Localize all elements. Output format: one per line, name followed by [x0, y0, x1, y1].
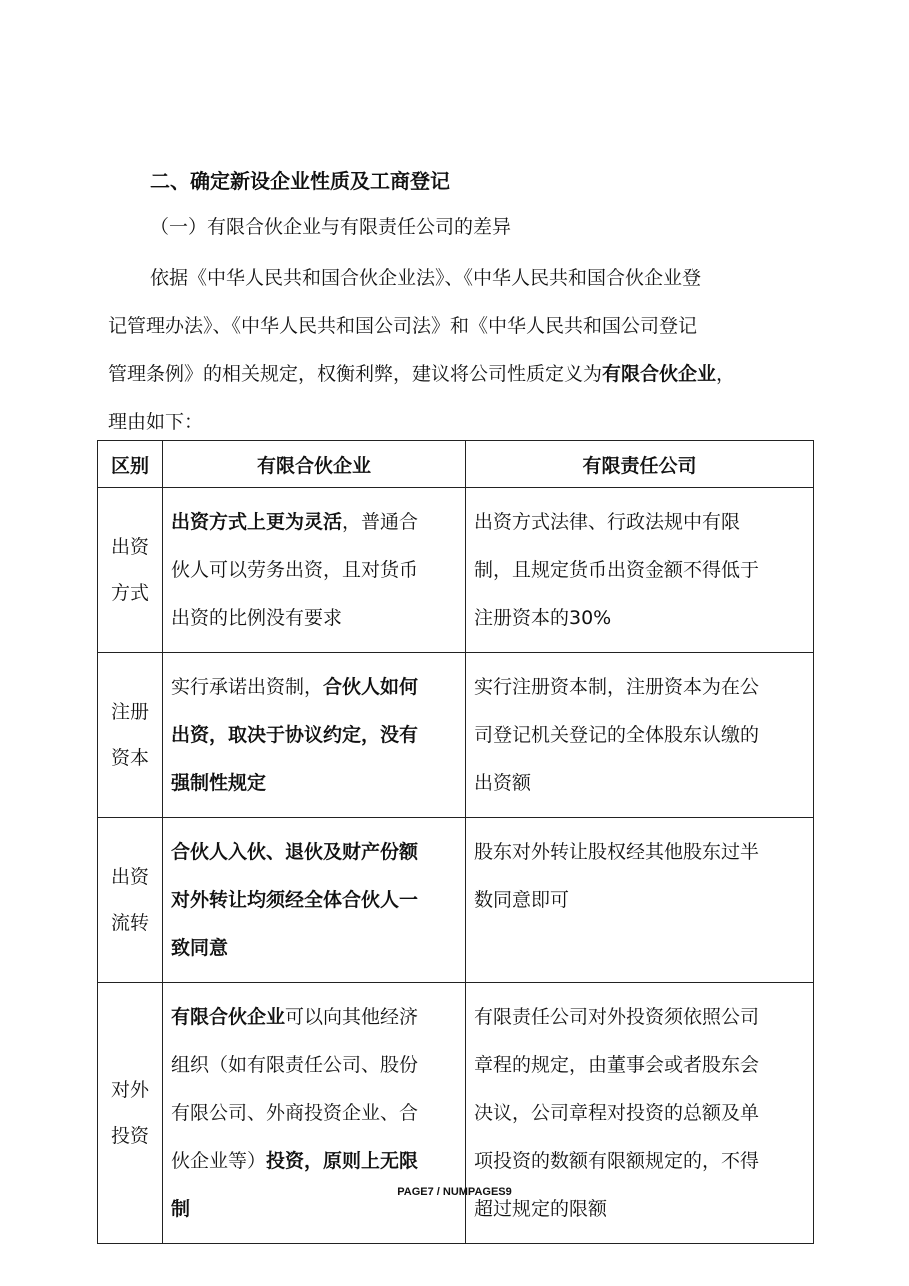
cell-line: 合伙人入伙、退伙及财产份额 — [171, 841, 419, 863]
company-cell — [466, 818, 814, 983]
row-label — [98, 983, 163, 1244]
table-row — [98, 488, 814, 653]
label-line: 对外 — [110, 1079, 149, 1101]
partnership-cell — [163, 983, 466, 1244]
page-footer: PAGE7 / NUMPAGES9 — [397, 1186, 512, 1198]
cell-emphasis: 投资，原则上无限 — [266, 1150, 419, 1172]
header-cell: 有限合伙企业 — [163, 441, 466, 488]
para-line — [108, 350, 813, 398]
para-emphasis: 有限合伙企业 — [602, 363, 717, 385]
table-row — [98, 818, 814, 983]
cell-line: 有限责任公司对外投资须依照公司 — [474, 1006, 760, 1028]
comparison-table — [97, 440, 814, 1244]
intro-paragraph — [108, 254, 813, 446]
cell-line: 股东对外转让股权经其他股东过半 — [474, 841, 760, 863]
cell-line: 实行注册资本制，注册资本为在公 — [474, 676, 760, 698]
cell-line: 制 — [171, 1198, 191, 1220]
cell-line — [171, 1137, 459, 1185]
label-line: 注册 — [110, 701, 149, 723]
cell-line: 制，且规定货币出资金额不得低于 — [474, 559, 760, 581]
header-cell: 区别 — [98, 441, 163, 488]
cell-line: 出资额 — [474, 772, 532, 794]
cell-line: 致同意 — [171, 937, 229, 959]
company-cell — [466, 983, 814, 1244]
para-line: 理由如下： — [108, 411, 204, 433]
cell-line: 伙人可以劳务出资，且对货币 — [171, 559, 419, 581]
cell-text: ，普通合 — [342, 511, 419, 533]
label-line: 流转 — [110, 912, 149, 934]
cell-line: 项投资的数额有限额规定的，不得 — [474, 1150, 760, 1172]
company-cell — [466, 488, 814, 653]
cell-emphasis: 有限合伙企业 — [171, 1006, 286, 1028]
table-header-row — [98, 441, 814, 488]
partnership-cell — [163, 653, 466, 818]
label-line: 出资 — [110, 866, 149, 888]
cell-line — [171, 498, 459, 546]
table-row — [98, 983, 814, 1244]
table-row — [98, 653, 814, 818]
cell-line — [171, 663, 459, 711]
cell-line: 强制性规定 — [171, 772, 267, 794]
label-line: 出资 — [110, 536, 149, 558]
cell-emphasis: 出资方式上更为灵活 — [171, 511, 343, 533]
para-line: 依据《中华人民共和国合伙企业法》、《中华人民共和国合伙企业登 — [150, 267, 702, 289]
row-label — [98, 818, 163, 983]
cell-line: 数同意即可 — [474, 889, 570, 911]
cell-line: 有限公司、外商投资企业、合 — [171, 1102, 419, 1124]
header-cell: 有限责任公司 — [466, 441, 814, 488]
label-line: 资本 — [110, 747, 149, 769]
subsection-heading: （一）有限合伙企业与有限责任公司的差异 — [150, 216, 512, 238]
para-line: 记管理办法》、《中华人民共和国公司法》和《中华人民共和国公司登记 — [108, 315, 698, 337]
label-line: 投资 — [110, 1125, 149, 1147]
cell-line: 组织（如有限责任公司、股份 — [171, 1054, 419, 1076]
para-text: ， — [716, 363, 736, 385]
row-label — [98, 488, 163, 653]
cell-line: 司登记机关登记的全体股东认缴的 — [474, 724, 760, 746]
cell-text: 实行承诺出资制， — [171, 676, 324, 698]
cell-line — [171, 993, 459, 1041]
company-cell — [466, 653, 814, 818]
cell-line: 超过规定的限额 — [474, 1198, 608, 1220]
partnership-cell — [163, 818, 466, 983]
para-text: 管理条例》的相关规定，权衡利弊，建议将公司性质定义为 — [108, 363, 603, 385]
row-label — [98, 653, 163, 818]
cell-line: 注册资本的30% — [474, 607, 612, 629]
cell-emphasis: 合伙人如何 — [323, 676, 419, 698]
cell-line: 决议，公司章程对投资的总额及单 — [474, 1102, 760, 1124]
cell-line: 对外转让均须经全体合伙人一 — [171, 889, 419, 911]
cell-line: 出资方式法律、行政法规中有限 — [474, 511, 741, 533]
cell-line: 出资的比例没有要求 — [171, 607, 343, 629]
cell-line: 出资，取决于协议约定，没有 — [171, 724, 419, 746]
label-line: 方式 — [110, 582, 149, 604]
cell-line: 章程的规定，由董事会或者股东会 — [474, 1054, 760, 1076]
cell-text: 可以向其他经济 — [285, 1006, 419, 1028]
partnership-cell — [163, 488, 466, 653]
cell-text: 伙企业等） — [171, 1150, 267, 1172]
section-heading: 二、确定新设企业性质及工商登记 — [150, 169, 450, 193]
